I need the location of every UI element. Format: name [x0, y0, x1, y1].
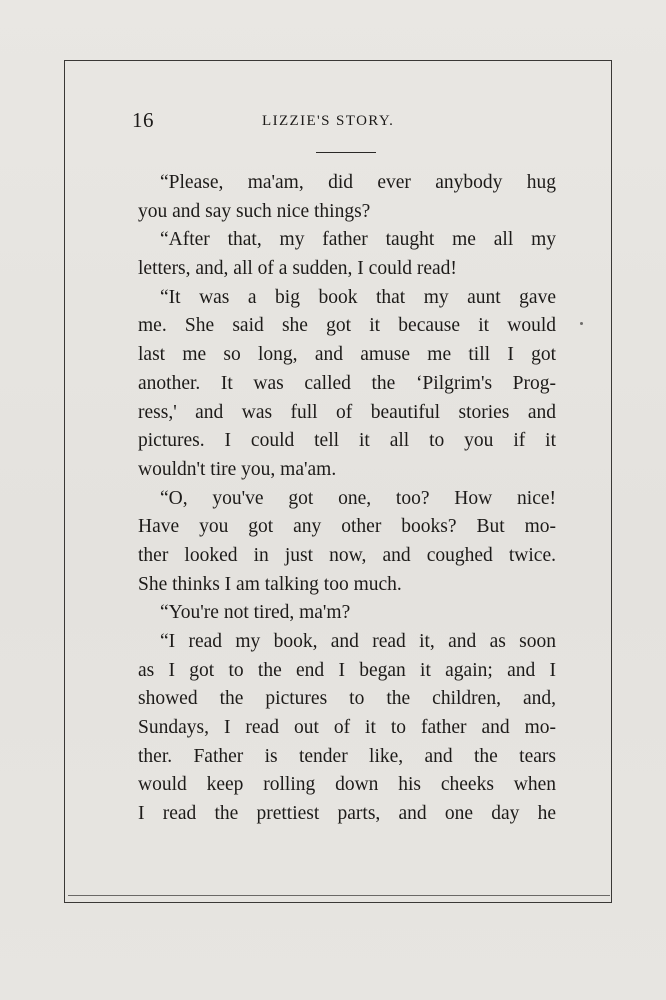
- body-text: [138, 169, 556, 829]
- text-line: as I got to the end I began it again; and I: [138, 659, 556, 681]
- text-line: I read the prettiest parts, and one day he: [138, 803, 556, 825]
- text-line: letters, and, all of a sudden, I could read!: [138, 258, 457, 280]
- text-line: “O, you've got one, too? How nice!: [160, 487, 556, 509]
- text-line: you and say such nice things?: [138, 200, 371, 222]
- page-bottom-rule: [68, 895, 610, 896]
- text-line: “I read my book, and read it, and as soon: [160, 631, 556, 652]
- text-line: pictures. I could tell it all to you if it: [138, 430, 556, 452]
- text-line: ress,' and was full of beautiful stories and: [138, 401, 556, 423]
- page-number: 16: [132, 108, 154, 132]
- text-line: ther. Father is tender like, and the tears: [138, 745, 556, 767]
- text-line: “It was a big book that my aunt gave: [160, 286, 556, 308]
- text-line: showed the pictures to the children, and,: [138, 688, 556, 710]
- text-line: Have you got any other books? But mo-: [138, 516, 556, 538]
- header-rule: [316, 152, 376, 153]
- text-line: would keep rolling down his cheeks when: [138, 774, 556, 796]
- text-line: me. She said she got it because it would: [138, 315, 556, 337]
- running-header: [132, 108, 552, 138]
- text-line: “Please, ma'am, did ever anybody hug: [160, 172, 556, 193]
- text-line: She thinks I am talking too much.: [138, 573, 402, 595]
- text-line: another. It was called the ‘Pilgrim's Prog-: [138, 372, 556, 394]
- text-line: wouldn't tire you, ma'am.: [138, 458, 337, 480]
- running-title: LIZZIE'S STORY.: [262, 113, 395, 129]
- text-line: ther looked in just now, and coughed twice.: [138, 544, 556, 566]
- text-line: “You're not tired, ma'm?: [160, 602, 351, 624]
- text-line: last me so long, and amuse me till I got: [138, 344, 556, 366]
- paper-speck: [580, 322, 583, 325]
- text-line: Sundays, I read out of it to father and mo-: [138, 717, 556, 739]
- text-line: “After that, my father taught me all my: [160, 229, 556, 251]
